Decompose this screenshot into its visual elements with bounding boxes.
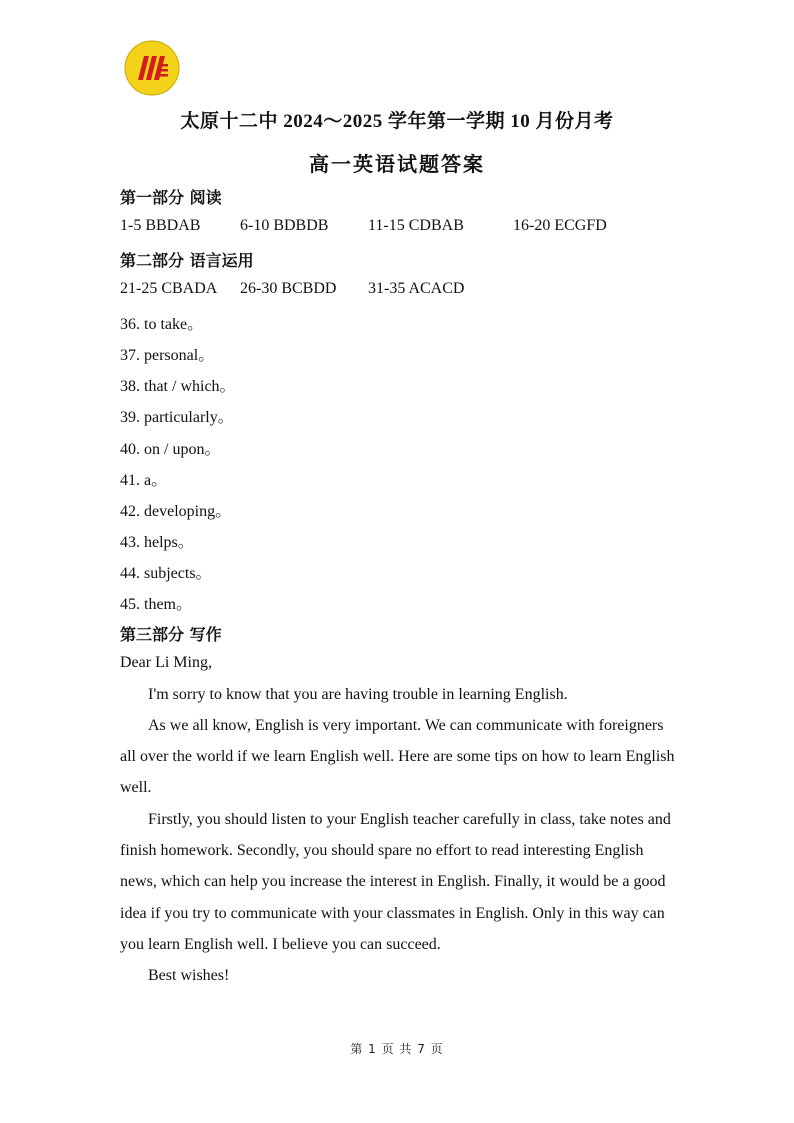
fill-answer-36: 36. to take。	[120, 316, 204, 333]
fill-answer-38: 38. that / which。	[120, 378, 236, 395]
answer-group: 26-30 BCBDD	[240, 280, 337, 297]
fill-answer-40: 40. on / upon。	[120, 441, 221, 458]
answer-group: 1-5 BBDAB	[120, 217, 201, 234]
fill-answer-43: 43. helps。	[120, 534, 194, 551]
fill-answer-42: 42. developing。	[120, 503, 232, 520]
letter-paragraph: As we all know, English is very important. We can communicate with foreigners all over the world if we learn English well. Here are some tips on how to learn English well.	[120, 717, 675, 797]
exam-title: 太原十二中 2024～2025 学年第一学期 10 月份月考	[180, 111, 614, 132]
answer-group: 6-10 BDBDB	[240, 217, 329, 234]
letter-paragraph: Firstly, you should listen to your English teacher carefully in class, take notes and finish homework. Secondly, you should spare no effort to read interesting English news, which can help you increase the interest in English. Finally, it would be a good idea if you try to communicate with your classmates in English. Only in this way can you learn English well. I believe you can succeed.	[120, 811, 671, 953]
language-answers-row	[120, 280, 680, 300]
answer-group: 11-15 CDBAB	[368, 217, 464, 234]
section-heading-reading: 第一部分 阅读	[120, 188, 222, 207]
school-logo-icon	[124, 40, 180, 96]
letter-greeting: Dear Li Ming,	[120, 654, 212, 671]
reading-answers-row	[120, 217, 680, 237]
letter-closing: Best wishes!	[148, 967, 230, 984]
fill-answer-39: 39. particularly。	[120, 409, 234, 426]
exam-subtitle: 高一英语试题答案	[309, 154, 485, 176]
fill-answer-44: 44. subjects。	[120, 565, 212, 582]
letter-paragraph: I'm sorry to know that you are having trouble in learning English.	[148, 686, 568, 703]
fill-answer-45: 45. them。	[120, 596, 192, 613]
answer-group: 16-20 ECGFD	[513, 217, 607, 234]
fill-answer-37: 37. personal。	[120, 347, 215, 364]
answer-group: 21-25 CBADA	[120, 280, 218, 297]
page-number: 第 1 页 共 7 页	[350, 1042, 444, 1056]
answer-group: 31-35 ACACD	[368, 280, 465, 297]
section-heading-writing: 第三部分 写作	[120, 625, 222, 644]
section-heading-language: 第二部分 语言运用	[120, 251, 254, 270]
fill-answer-41: 41. a。	[120, 472, 168, 489]
